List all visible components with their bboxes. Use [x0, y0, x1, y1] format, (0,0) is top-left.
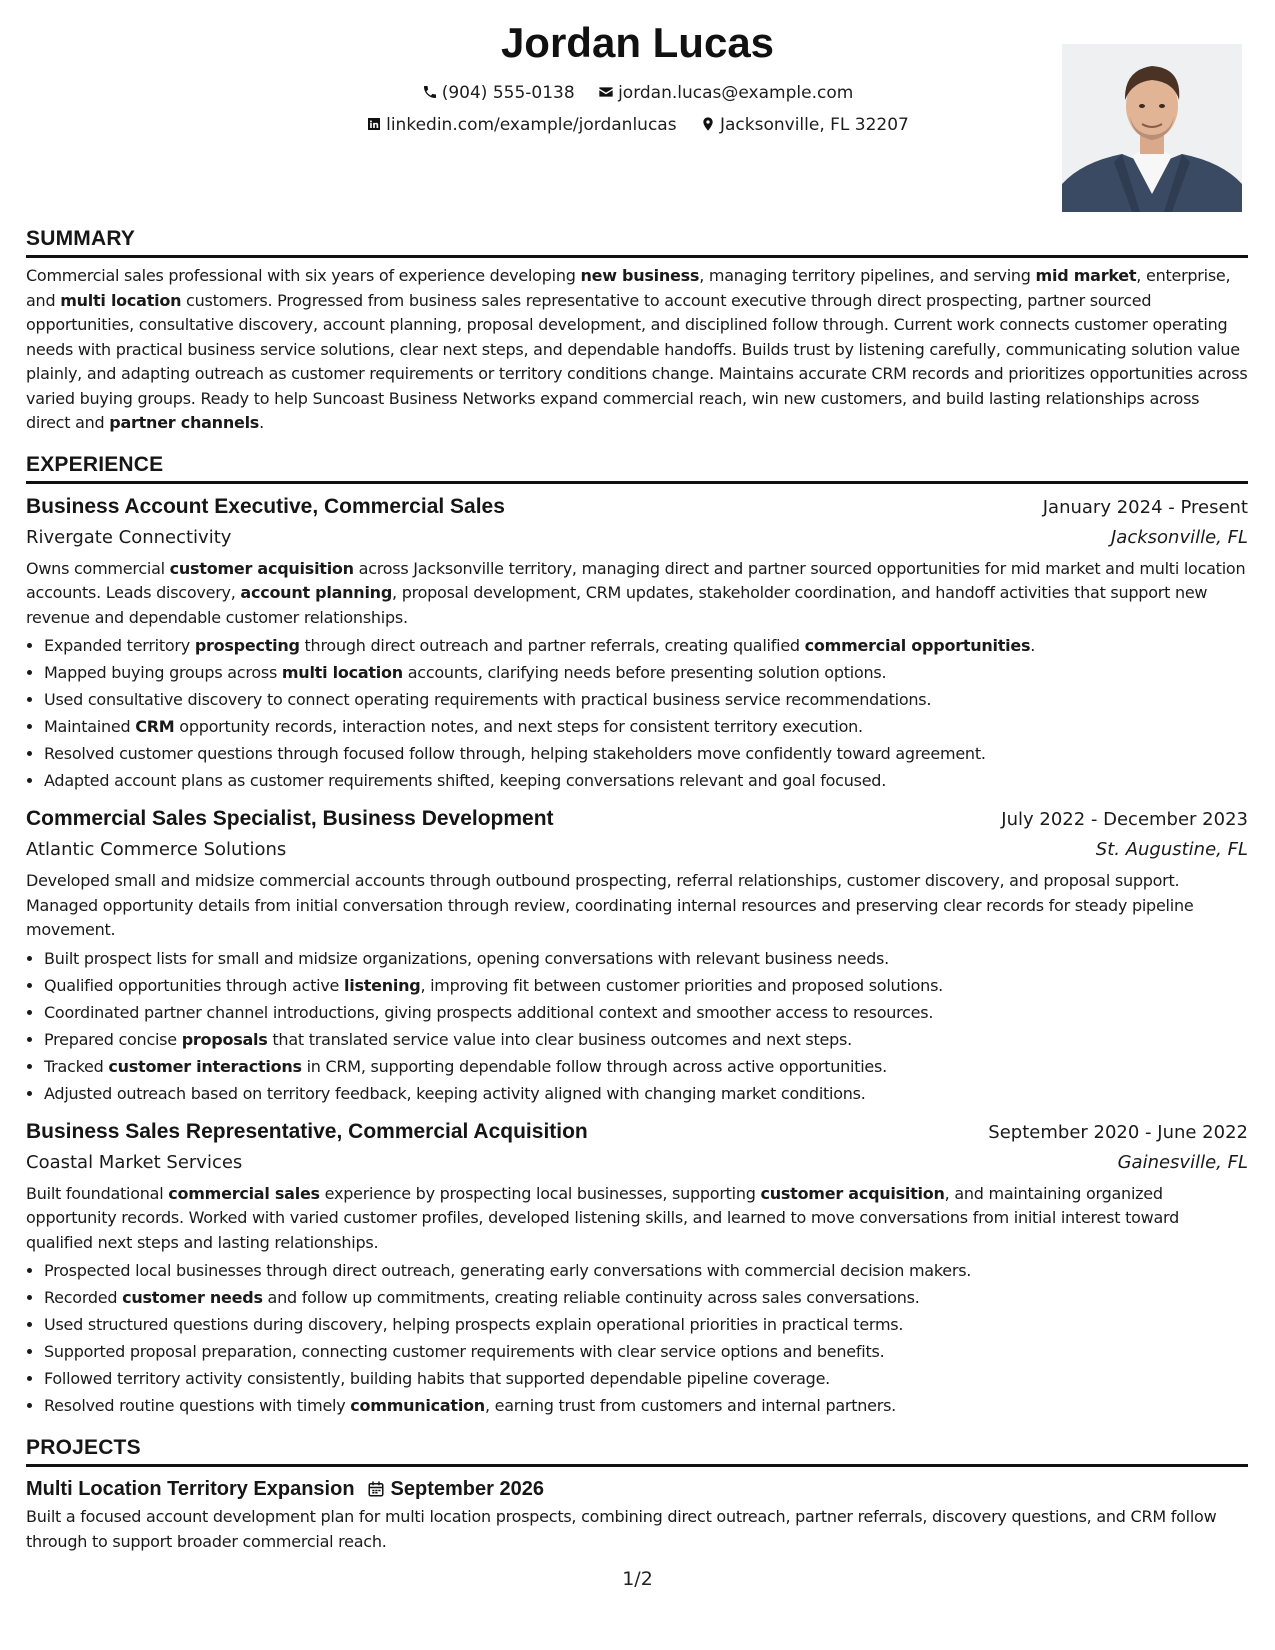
- emphasis-text: communication: [350, 1396, 485, 1415]
- emphasis-text: mid market: [1035, 266, 1137, 285]
- emphasis-text: partner channels: [109, 413, 260, 432]
- bullet-item: • Followed territory activity consistently, building habits that supported dependable pipeline coverage.: [44, 1365, 1248, 1392]
- linkedin-text: linkedin.com/example/jordanlucas: [386, 115, 677, 135]
- job-entry: [26, 1117, 1248, 1420]
- bullet-item: • Built prospect lists for small and midsize organizations, opening conversations with relevant business needs.: [44, 945, 1248, 972]
- job-description: Built foundational commercial sales experience by prospecting local businesses, supporting customer acquisition, and maintaining organized opportunity records. Worked with varied customer profiles, developed listening skills, and learned to move conversations from initial interest toward qualified next steps and lasting relationships.: [26, 1183, 1179, 1252]
- profile-photo: [1062, 44, 1242, 212]
- envelope-icon: [598, 84, 614, 100]
- experience-section: [26, 450, 1248, 1420]
- bullet-item: • Adjusted outreach based on territory feedback, keeping activity aligned with changing market conditions.: [44, 1080, 1248, 1107]
- contact-linkedin[interactable]: [366, 112, 676, 138]
- projects-heading: PROJECTS: [26, 1433, 1248, 1467]
- bullet-item: • Adapted account plans as customer requirements shifted, keeping conversations relevant and goal focused.: [44, 767, 1248, 794]
- job-title: Commercial Sales Specialist, Business Development: [26, 807, 554, 830]
- page-number: 1/2: [622, 1568, 653, 1590]
- bullet-item: • Resolved customer questions through focused follow through, helping stakeholders move confidently toward agreement.: [44, 740, 1248, 767]
- linkedin-icon: [366, 116, 382, 132]
- emphasis-text: multi location: [60, 290, 182, 310]
- job-bullets: [26, 1257, 1248, 1419]
- emphasis-text: account planning: [240, 583, 393, 602]
- resume-body: [26, 224, 1248, 1554]
- bullet-item: • Maintained CRM opportunity records, interaction notes, and next steps for consistent territory execution.: [44, 713, 1248, 740]
- phone-icon: [422, 84, 438, 100]
- summary-section: [26, 224, 1248, 436]
- job-bullets: [26, 632, 1248, 794]
- projects-section: [26, 1433, 1248, 1554]
- project-date: September 2026: [390, 1478, 544, 1500]
- emphasis-text: new business: [580, 266, 700, 285]
- bullet-item: • Resolved routine questions with timely communication, earning trust from customers and internal partners.: [44, 1392, 1248, 1419]
- job-dates: July 2022 - December 2023: [1001, 809, 1248, 830]
- project-description: Built a focused account development plan for multi location prospects, combining direct outreach, partner referrals, discovery questions, and CRM follow through to support broader commercial reach.: [26, 1507, 1217, 1551]
- job-description: Owns commercial customer acquisition across Jacksonville territory, managing direct and partner sourced opportunities for mid market and multi location accounts. Leads discovery, account planning, proposal development, CRM updates, stakeholder coordination, and handoff activities that support new revenue and dependable customer relationships.: [26, 558, 1246, 627]
- phone-text: (904) 555-0138: [441, 83, 575, 103]
- emphasis-text: customer acquisition: [760, 1183, 945, 1203]
- resume-header: [0, 0, 1275, 220]
- emphasis-text: CRM: [135, 717, 175, 736]
- bullet-item: • Used consultative discovery to connect operating requirements with practical business service recommendations.: [44, 686, 1248, 713]
- summary-heading: SUMMARY: [26, 224, 1248, 258]
- job-description: Developed small and midsize commercial accounts through outbound prospecting, referral relationships, customer discovery, and proposal support. Managed opportunity details from initial conversation through review, coordinating internal resources and preserving clear records for steady pipeline movement.: [26, 871, 1194, 939]
- bullet-item: • Used structured questions during discovery, helping prospects explain operational priorities in practical terms.: [44, 1311, 1248, 1338]
- job-title: Business Sales Representative, Commercial Acquisition: [26, 1119, 588, 1143]
- candidate-name: Jordan Lucas: [500, 19, 775, 66]
- emphasis-text: commercial opportunities: [804, 636, 1031, 655]
- bullet-item: • Prospected local businesses through direct outreach, generating early conversations with commercial decision makers.: [44, 1257, 1248, 1284]
- emphasis-text: customer acquisition: [169, 558, 354, 578]
- summary-text: Commercial sales professional with six years of experience developing new business, managing territory pipelines, and serving mid market, enterprise, and multi location customers. Progressed from business sales representative to account executive through direct prospecting, partner sourced opportunities, consultative discovery, account planning, proposal development, and disciplined follow through. Current work connects customer operating needs with practical business service solutions, clear next steps, and dependable handoffs. Builds trust by listening carefully, communicating solution value plainly, and adapting outreach as customer requirements or territory conditions change. Maintains accurate CRM records and prioritizes opportunities across varied buying groups. Ready to help Suncoast Business Networks expand commercial reach, win new customers, and build lasting relationships across direct and partner channels.: [26, 266, 1248, 432]
- project-header: [26, 1475, 1248, 1503]
- job-entry: [26, 804, 1248, 1107]
- bullet-item: • Prepared concise proposals that translated service value into clear business outcomes and next steps.: [44, 1026, 1248, 1053]
- email-text: jordan.lucas@example.com: [618, 83, 854, 103]
- bullet-item: • Supported proposal preparation, connecting customer requirements with clear service options and benefits.: [44, 1338, 1248, 1365]
- contact-location: [700, 112, 909, 138]
- emphasis-text: prospecting: [194, 636, 300, 655]
- emphasis-text: listening: [343, 975, 421, 995]
- job-company: Atlantic Commerce Solutions: [26, 839, 287, 860]
- job-location: St. Augustine, FL: [1095, 839, 1248, 860]
- bullet-item: • Qualified opportunities through active listening, improving fit between customer priorities and proposed solutions.: [44, 972, 1248, 999]
- emphasis-text: commercial sales: [168, 1183, 320, 1203]
- calendar-icon: [367, 1480, 385, 1498]
- job-title: Business Account Executive, Commercial Sales: [26, 494, 505, 518]
- contact-phone[interactable]: [422, 80, 575, 106]
- job-location: Gainesville, FL: [1117, 1151, 1248, 1173]
- job-location: Jacksonville, FL: [1110, 526, 1248, 548]
- job-dates: January 2024 - Present: [1042, 496, 1248, 518]
- job-bullets: [26, 945, 1248, 1107]
- job-company: Rivergate Connectivity: [26, 526, 232, 548]
- emphasis-text: proposals: [181, 1029, 268, 1049]
- experience-heading: EXPERIENCE: [26, 450, 1248, 484]
- bullet-item: • Expanded territory prospecting through direct outreach and partner referrals, creating qualified commercial opportunities.: [44, 632, 1248, 659]
- bullet-item: • Coordinated partner channel introductions, giving prospects additional context and smoother access to resources.: [44, 999, 1248, 1026]
- job-company: Coastal Market Services: [26, 1151, 243, 1173]
- project-title: Multi Location Territory Expansion: [26, 1478, 355, 1500]
- bullet-item: • Recorded customer needs and follow up commitments, creating reliable continuity across sales conversations.: [44, 1284, 1248, 1311]
- job-entry: [26, 492, 1248, 795]
- emphasis-text: customer needs: [122, 1288, 263, 1307]
- bullet-item: • Mapped buying groups across multi location accounts, clarifying needs before presenting solution options.: [44, 659, 1248, 686]
- bullet-item: • Tracked customer interactions in CRM, supporting dependable follow through across active opportunities.: [44, 1053, 1248, 1080]
- location-text: Jacksonville, FL 32207: [719, 115, 909, 135]
- job-dates: September 2020 - June 2022: [988, 1121, 1248, 1143]
- contact-email[interactable]: [598, 80, 853, 106]
- emphasis-text: customer interactions: [108, 1056, 302, 1076]
- map-pin-icon: [700, 116, 716, 132]
- emphasis-text: multi location: [281, 663, 403, 682]
